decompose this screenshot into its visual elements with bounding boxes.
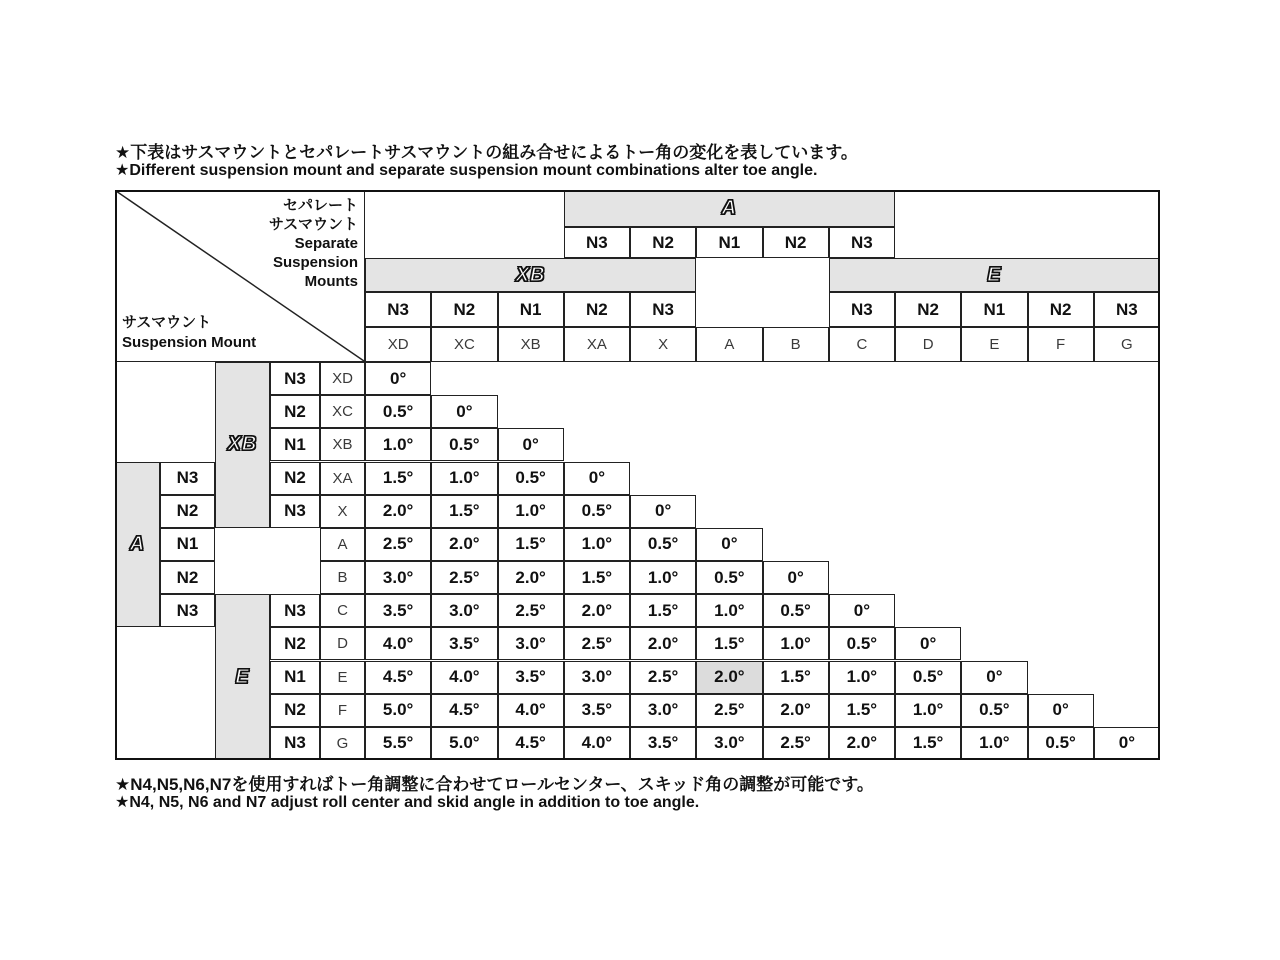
col-group-band-E-text: E	[987, 263, 1002, 286]
data-cell-X-XD-text: 2.0°	[382, 501, 414, 521]
data-cell-E-XB-text: 3.5°	[515, 667, 546, 687]
col-key-C-text: C	[856, 336, 868, 353]
row-group-band-A	[115, 462, 160, 628]
data-cell-E-D-text: 0.5°	[912, 667, 944, 687]
corner-cell	[115, 190, 365, 362]
col-n-label-E-0	[829, 292, 895, 327]
data-cell-F-XB-text: 4.0°	[515, 700, 546, 720]
data-cell-G-XC	[431, 727, 497, 760]
col-key-XA-text: XA	[586, 336, 607, 353]
data-cell-D-XD	[365, 627, 431, 660]
data-cell-XC-XC	[431, 395, 497, 428]
col-n-label-E-4	[1094, 292, 1160, 327]
row-n-label-XB-3-text: N2	[284, 468, 306, 488]
data-cell-E-A	[696, 661, 762, 694]
note-bottom-en: ★N4, N5, N6 and N7 adjust roll center and skid angle in addition to toe angle.	[115, 794, 700, 811]
data-cell-F-B-text: 2.0°	[780, 700, 811, 720]
col-n-label-XB-0-text: N3	[387, 299, 409, 319]
data-cell-G-A-text: 3.0°	[714, 733, 745, 753]
data-cell-E-X	[630, 661, 696, 694]
row-n-label-E-3	[270, 694, 320, 727]
col-n-label-XB-0	[365, 292, 431, 327]
col-key-B	[763, 327, 829, 362]
col-n-label-E-1	[895, 292, 961, 327]
data-cell-C-XC	[431, 594, 497, 627]
row-key-C	[320, 594, 365, 627]
data-cell-C-XC-text: 3.0°	[449, 600, 480, 620]
col-key-D-text: D	[922, 336, 934, 353]
data-cell-B-X	[630, 561, 696, 594]
data-cell-XB-XC	[431, 428, 497, 461]
data-cell-F-X	[630, 694, 696, 727]
col-group-band-A-text: A	[721, 197, 738, 219]
row-n-label-A-0-text: N3	[176, 468, 199, 488]
data-cell-F-XD	[365, 694, 431, 727]
data-cell-XC-XC-text: 0°	[456, 401, 473, 421]
col-n-label-A-0	[564, 227, 630, 258]
row-key-XD-text: XD	[332, 370, 353, 388]
row-n-label-E-4-text: N3	[284, 733, 306, 753]
data-cell-B-B	[763, 561, 829, 594]
row-key-G	[320, 727, 365, 760]
row-key-C-text: C	[337, 602, 348, 620]
data-cell-G-G	[1094, 727, 1160, 760]
data-cell-C-XD	[365, 594, 431, 627]
row-key-X	[320, 495, 365, 528]
data-cell-XB-XB	[498, 428, 564, 461]
row-group-band-A-text: A	[129, 532, 146, 555]
col-n-label-E-3	[1028, 292, 1094, 327]
data-cell-F-F	[1028, 694, 1094, 727]
row-n-label-E-2-text: N1	[284, 667, 306, 687]
data-cell-C-XA-text: 2.0°	[581, 600, 613, 620]
col-n-label-XB-4	[630, 292, 696, 327]
row-group-band-E	[215, 594, 270, 760]
data-cell-G-XB	[498, 727, 564, 760]
data-cell-D-C	[829, 627, 895, 660]
col-key-XB-text: XB	[520, 336, 541, 353]
data-cell-C-A	[696, 594, 762, 627]
row-key-A	[320, 528, 365, 561]
data-cell-G-F-text: 0.5°	[1045, 733, 1076, 753]
data-cell-B-XC	[431, 561, 497, 594]
data-cell-G-E-text: 1.0°	[979, 733, 1010, 753]
data-cell-XA-XB-text: 0.5°	[515, 468, 546, 488]
row-n-label-XB-2-text: N1	[284, 434, 306, 454]
data-cell-A-XA	[564, 528, 630, 561]
data-cell-XC-XD-text: 0.5°	[382, 401, 414, 421]
col-n-label-XB-2-text: N1	[519, 299, 542, 319]
col-group-band-XB-text: XB	[515, 263, 546, 286]
data-cell-XA-XD	[365, 462, 431, 495]
corner-suspension-mount-label	[122, 313, 256, 353]
data-cell-D-A-text: 1.5°	[714, 633, 745, 653]
corner-line: Suspension	[272, 254, 358, 271]
row-n-label-E-0-text: N3	[284, 600, 306, 620]
row-key-X-text: X	[337, 502, 348, 520]
data-cell-C-B	[763, 594, 829, 627]
corner-line: Separate	[294, 235, 358, 252]
data-cell-C-XA	[564, 594, 630, 627]
data-cell-D-XB	[498, 627, 564, 660]
col-key-A	[696, 327, 762, 362]
col-key-X-text: X	[658, 336, 669, 353]
data-cell-X-X	[630, 495, 696, 528]
col-n-label-E-2	[961, 292, 1027, 327]
data-cell-G-XD-text: 5.5°	[382, 733, 414, 753]
data-cell-F-XB	[498, 694, 564, 727]
row-key-D	[320, 627, 365, 660]
col-key-G-text: G	[1121, 336, 1133, 353]
row-n-label-A-2	[160, 528, 215, 561]
data-cell-B-XA-text: 1.5°	[581, 567, 613, 587]
row-group-band-XB	[215, 362, 270, 528]
data-cell-D-D-text: 0°	[919, 633, 937, 653]
col-key-F	[1028, 327, 1094, 362]
row-n-label-XB-0	[270, 362, 320, 395]
data-cell-E-XA-text: 3.0°	[581, 667, 613, 687]
col-key-XC	[431, 327, 497, 362]
col-group-band-XB	[365, 258, 696, 292]
col-n-label-A-0-text: N3	[586, 232, 608, 252]
data-cell-F-D	[895, 694, 961, 727]
data-cell-D-C-text: 0.5°	[846, 633, 878, 653]
row-n-label-XB-4-text: N3	[284, 501, 306, 521]
row-n-label-A-4-text: N3	[176, 600, 199, 620]
data-cell-D-X	[630, 627, 696, 660]
data-cell-G-X-text: 3.5°	[647, 733, 679, 753]
data-cell-XA-XB	[498, 462, 564, 495]
row-n-label-A-2-text: N1	[176, 534, 199, 554]
row-key-XC-text: XC	[332, 403, 353, 421]
data-cell-F-E	[961, 694, 1027, 727]
data-cell-XA-XC-text: 1.0°	[449, 468, 480, 488]
col-n-label-A-3-text: N2	[784, 232, 807, 252]
data-cell-F-XC-text: 4.5°	[449, 700, 480, 720]
row-key-XA-text: XA	[332, 469, 353, 487]
data-cell-D-XB-text: 3.0°	[515, 633, 546, 653]
data-cell-F-XC	[431, 694, 497, 727]
data-cell-E-E	[961, 661, 1027, 694]
data-cell-X-XD	[365, 495, 431, 528]
data-cell-A-XC-text: 2.0°	[449, 534, 480, 554]
row-n-label-XB-1	[270, 395, 320, 428]
data-cell-A-XD-text: 2.5°	[382, 534, 414, 554]
data-cell-G-A	[696, 727, 762, 760]
row-n-label-A-3-text: N2	[176, 567, 199, 587]
data-cell-G-B-text: 2.5°	[780, 733, 811, 753]
row-key-XD	[320, 362, 365, 395]
col-n-label-A-2-text: N1	[718, 232, 741, 252]
col-n-label-A-4-text: N3	[851, 232, 873, 252]
data-cell-F-XA-text: 3.5°	[581, 700, 613, 720]
data-cell-D-XC-text: 3.5°	[449, 633, 480, 653]
row-key-B-text: B	[337, 569, 348, 587]
row-n-label-E-1-text: N2	[284, 633, 306, 653]
data-cell-E-C	[829, 661, 895, 694]
data-cell-G-XA	[564, 727, 630, 760]
row-key-F	[320, 694, 365, 727]
data-cell-A-XD	[365, 528, 431, 561]
corner-line: Mounts	[304, 273, 358, 290]
data-cell-F-C	[829, 694, 895, 727]
data-cell-B-B-text: 0°	[787, 567, 804, 587]
col-key-XC-text: XC	[453, 336, 475, 353]
data-cell-G-D-text: 1.5°	[912, 733, 944, 753]
data-cell-E-E-text: 0°	[986, 667, 1003, 687]
data-cell-G-XB-text: 4.5°	[515, 733, 546, 753]
row-n-label-A-1-text: N2	[176, 501, 199, 521]
col-key-B-text: B	[790, 336, 801, 353]
data-cell-B-XC-text: 2.5°	[449, 567, 480, 587]
data-cell-B-XA	[564, 561, 630, 594]
data-cell-X-XB-text: 1.0°	[515, 501, 546, 521]
data-cell-E-D	[895, 661, 961, 694]
row-key-A-text: A	[337, 535, 348, 553]
data-cell-D-XA	[564, 627, 630, 660]
col-n-label-A-2	[696, 227, 762, 258]
data-cell-B-X-text: 1.0°	[647, 567, 679, 587]
data-cell-G-G-text: 0°	[1118, 733, 1135, 753]
row-n-label-XB-2	[270, 428, 320, 461]
data-cell-F-D-text: 1.0°	[912, 700, 944, 720]
data-cell-XB-XD-text: 1.0°	[382, 434, 414, 454]
col-n-label-XB-4-text: N3	[652, 299, 674, 319]
row-key-E	[320, 661, 365, 694]
row-key-G-text: G	[336, 734, 349, 752]
col-key-C	[829, 327, 895, 362]
col-key-F-text: F	[1056, 336, 1066, 353]
row-n-label-E-0	[270, 594, 320, 627]
col-n-label-A-4	[829, 227, 895, 258]
data-cell-A-A-text: 0°	[721, 534, 738, 554]
corner-line: サスマウント	[122, 314, 212, 331]
row-n-label-A-1	[160, 495, 215, 528]
row-n-label-A-3	[160, 561, 215, 594]
data-cell-G-F	[1028, 727, 1094, 760]
data-cell-B-XB	[498, 561, 564, 594]
data-cell-D-B-text: 1.0°	[780, 633, 811, 653]
col-n-label-A-3	[763, 227, 829, 258]
data-cell-E-XD	[365, 661, 431, 694]
row-n-label-E-1	[270, 627, 320, 660]
row-group-band-XB-text: XB	[227, 433, 258, 456]
data-cell-A-XA-text: 1.0°	[581, 534, 613, 554]
data-cell-X-XC	[431, 495, 497, 528]
data-cell-E-XD-text: 4.5°	[382, 667, 414, 687]
col-key-E	[961, 327, 1027, 362]
col-n-label-E-0-text: N3	[851, 299, 873, 319]
col-group-band-E	[829, 258, 1160, 292]
data-cell-E-XB	[498, 661, 564, 694]
data-cell-F-C-text: 1.5°	[846, 700, 878, 720]
row-n-label-A-4	[160, 594, 215, 627]
data-cell-C-X	[630, 594, 696, 627]
col-n-label-XB-2	[498, 292, 564, 327]
data-cell-XA-XA-text: 0°	[588, 468, 605, 488]
data-cell-XD-XD-text: 0°	[389, 368, 407, 388]
data-cell-C-B-text: 0.5°	[780, 600, 811, 620]
col-key-XB	[498, 327, 564, 362]
data-cell-F-F-text: 0°	[1052, 700, 1069, 720]
data-cell-G-C	[829, 727, 895, 760]
data-cell-C-C	[829, 594, 895, 627]
note-top-jp: ★下表はサスマウントとセパレートサスマウントの組み合せによるトー角の変化を表しています。	[115, 143, 858, 162]
row-n-label-XB-1-text: N2	[284, 401, 306, 421]
data-cell-C-X-text: 1.5°	[647, 600, 679, 620]
col-n-label-XB-1	[431, 292, 497, 327]
row-n-label-E-4	[270, 727, 320, 760]
data-cell-C-C-text: 0°	[853, 600, 870, 620]
data-cell-G-XD	[365, 727, 431, 760]
data-cell-A-XC	[431, 528, 497, 561]
data-cell-G-D	[895, 727, 961, 760]
data-cell-C-A-text: 1.0°	[714, 600, 745, 620]
data-cell-XB-XC-text: 0.5°	[449, 434, 480, 454]
data-cell-XA-XD-text: 1.5°	[382, 468, 414, 488]
data-cell-D-XD-text: 4.0°	[382, 633, 414, 653]
data-cell-XC-XD	[365, 395, 431, 428]
data-cell-E-XC-text: 4.0°	[449, 667, 480, 687]
data-cell-X-XC-text: 1.5°	[449, 501, 480, 521]
data-cell-D-A	[696, 627, 762, 660]
row-key-F-text: F	[337, 701, 348, 719]
data-cell-D-XC	[431, 627, 497, 660]
row-key-D-text: D	[337, 635, 348, 653]
corner-separate-mounts-label	[269, 196, 358, 291]
row-n-label-XB-4	[270, 495, 320, 528]
data-cell-E-B-text: 1.5°	[780, 667, 811, 687]
data-cell-X-XA-text: 0.5°	[581, 501, 613, 521]
row-n-label-A-0	[160, 462, 215, 495]
row-group-band-E-text: E	[235, 665, 250, 688]
col-n-label-XB-1-text: N2	[453, 299, 476, 319]
col-n-label-E-1-text: N2	[917, 299, 939, 319]
data-cell-D-B	[763, 627, 829, 660]
data-cell-E-B	[763, 661, 829, 694]
data-cell-C-XB	[498, 594, 564, 627]
corner-line: サスマウント	[268, 216, 358, 233]
data-cell-C-XD-text: 3.5°	[382, 600, 414, 620]
corner-line: Suspension Mount	[122, 334, 257, 351]
data-cell-G-X	[630, 727, 696, 760]
data-cell-E-A-text: 2.0°	[714, 667, 745, 687]
data-cell-A-X	[630, 528, 696, 561]
col-n-label-XB-3-text: N2	[586, 299, 608, 319]
data-cell-X-X-text: 0°	[654, 501, 672, 521]
data-cell-XD-XD	[365, 362, 431, 395]
data-cell-A-X-text: 0.5°	[647, 534, 679, 554]
data-cell-B-A	[696, 561, 762, 594]
data-cell-XB-XB-text: 0°	[522, 434, 539, 454]
data-cell-F-XD-text: 5.0°	[382, 700, 414, 720]
data-cell-D-X-text: 2.0°	[647, 633, 679, 653]
col-key-E-text: E	[989, 336, 1000, 353]
data-cell-F-A-text: 2.5°	[714, 700, 745, 720]
corner-line: セパレート	[282, 197, 358, 214]
row-n-label-XB-3	[270, 462, 320, 495]
row-n-label-XB-0-text: N3	[284, 368, 306, 388]
col-key-G	[1094, 327, 1160, 362]
data-cell-B-XD	[365, 561, 431, 594]
col-key-A-text: A	[724, 336, 735, 353]
col-n-label-E-2-text: N1	[983, 299, 1006, 319]
data-cell-C-XB-text: 2.5°	[515, 600, 546, 620]
row-n-label-E-3-text: N2	[284, 700, 306, 720]
data-cell-XA-XA	[564, 462, 630, 495]
data-cell-X-XA	[564, 495, 630, 528]
data-cell-F-A	[696, 694, 762, 727]
col-n-label-E-3-text: N2	[1049, 299, 1072, 319]
col-key-XA	[564, 327, 630, 362]
data-cell-E-X-text: 2.5°	[647, 667, 679, 687]
col-key-X	[630, 327, 696, 362]
row-key-XC	[320, 395, 365, 428]
data-cell-XA-XC	[431, 462, 497, 495]
data-cell-D-XA-text: 2.5°	[581, 633, 613, 653]
row-key-XB	[320, 428, 365, 461]
col-key-D	[895, 327, 961, 362]
data-cell-B-XD-text: 3.0°	[382, 567, 414, 587]
data-cell-D-D	[895, 627, 961, 660]
col-n-label-XB-3	[564, 292, 630, 327]
data-cell-F-B	[763, 694, 829, 727]
row-key-XB-text: XB	[332, 436, 353, 454]
data-cell-A-XB	[498, 528, 564, 561]
row-n-label-E-2	[270, 661, 320, 694]
data-cell-B-XB-text: 2.0°	[515, 567, 546, 587]
row-key-E-text: E	[337, 668, 348, 686]
data-cell-G-B	[763, 727, 829, 760]
data-cell-A-XB-text: 1.5°	[515, 534, 546, 554]
data-cell-G-E	[961, 727, 1027, 760]
row-key-XA	[320, 462, 365, 495]
data-cell-G-C-text: 2.0°	[846, 733, 878, 753]
note-bottom-jp: ★N4,N5,N6,N7を使用すればトー角調整に合わせてロールセンター、スキッド角の調整が可能です。	[115, 775, 874, 794]
data-cell-E-XA	[564, 661, 630, 694]
col-n-label-A-1-text: N2	[652, 232, 674, 252]
data-cell-B-A-text: 0.5°	[714, 567, 745, 587]
data-cell-A-A	[696, 528, 762, 561]
data-cell-F-X-text: 3.0°	[647, 700, 679, 720]
data-cell-E-XC	[431, 661, 497, 694]
note-top-en: ★Different suspension mount and separate suspension mount combinations alter toe angle.	[115, 162, 818, 179]
data-cell-X-XB	[498, 495, 564, 528]
data-cell-E-C-text: 1.0°	[846, 667, 878, 687]
data-cell-G-XC-text: 5.0°	[449, 733, 480, 753]
data-cell-G-XA-text: 4.0°	[581, 733, 613, 753]
col-key-XD	[365, 327, 431, 362]
col-key-XD-text: XD	[387, 336, 409, 353]
data-cell-F-XA	[564, 694, 630, 727]
row-key-B	[320, 561, 365, 594]
data-cell-XB-XD	[365, 428, 431, 461]
col-n-label-E-4-text: N3	[1116, 299, 1138, 319]
col-n-label-A-1	[630, 227, 696, 258]
col-group-band-A	[564, 190, 895, 227]
data-cell-F-E-text: 0.5°	[979, 700, 1010, 720]
